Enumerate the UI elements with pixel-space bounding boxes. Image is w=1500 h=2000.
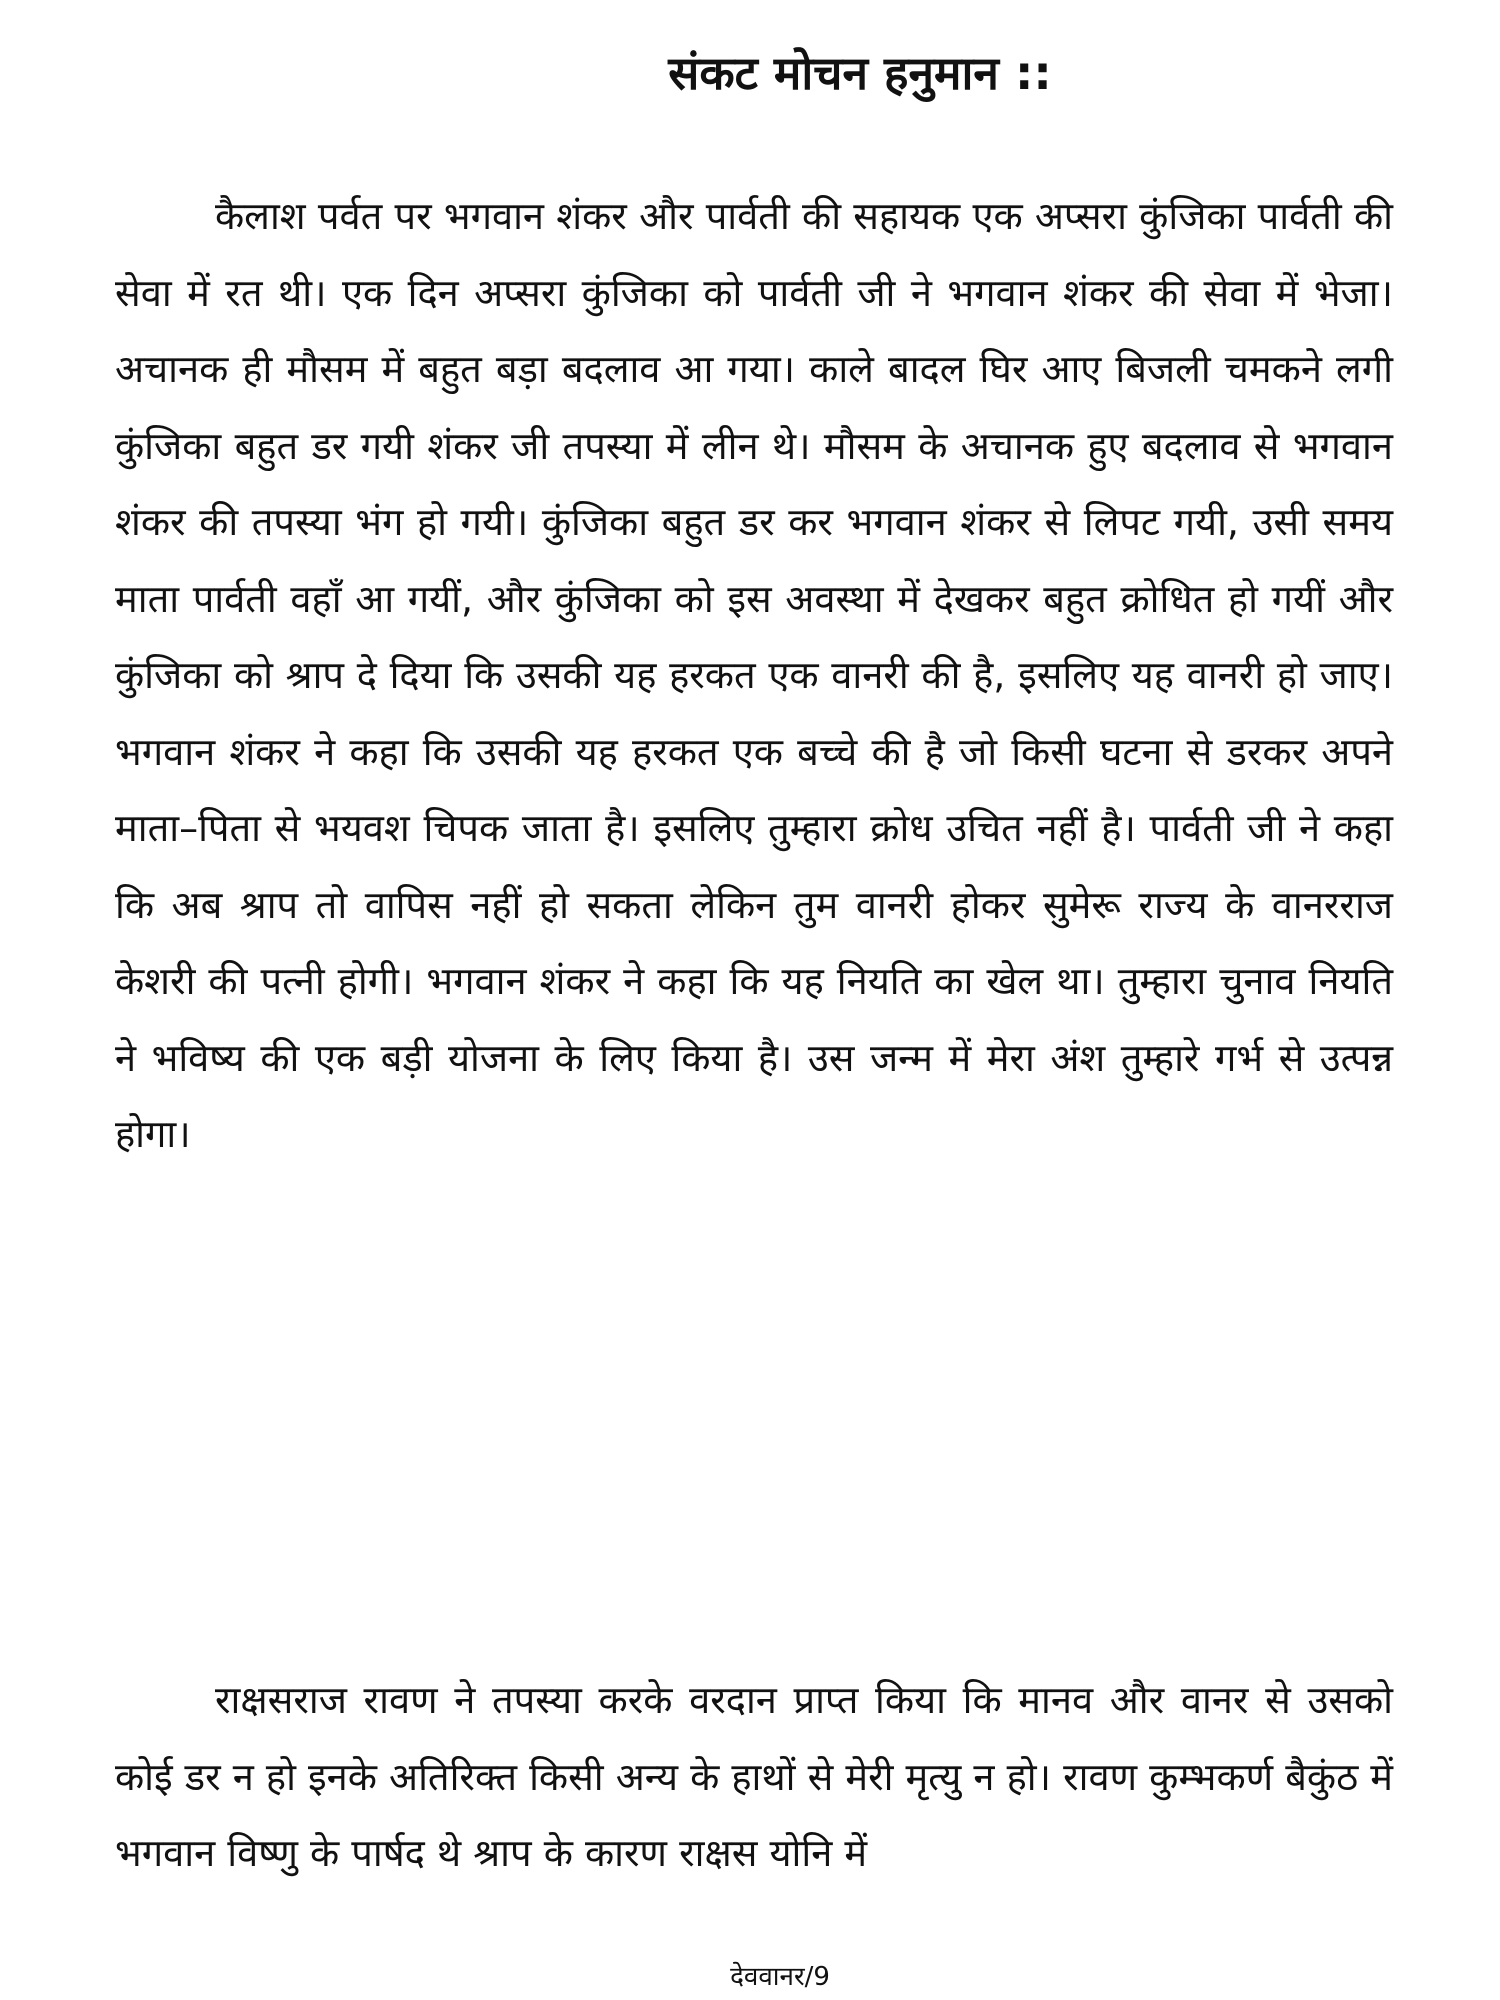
page-title-text: संकट मोचन हनुमान :: xyxy=(668,46,1052,100)
page-footer xyxy=(0,1957,1500,1997)
page-number: देववानर/9 xyxy=(730,1962,830,1992)
page-title xyxy=(0,38,1500,108)
paragraph-kunjika-story: कैलाश पर्वत पर भगवान शंकर और पार्वती की सहायक एक अप्सरा कुंजिका पार्वती की सेवा में रत थी। एक दिन अप्सरा कुंजिका को पार्वती जी ने भगवान शंकर की सेवा में भेजा। अचानक ही मौसम में बहुत बड़ा बदलाव आ गया। काले बादल घिर आए बिजली चमकने लगी कुंजिका बहुत डर गयी शंकर जी तपस्या में लीन थे। मौसम के अचानक हुए बदलाव से भगवान शंकर की तपस्या भंग हो गयी। कुंजिका बहुत डर कर भगवान शंकर से लिपट गयी, उसी समय माता पार्वती वहाँ आ गयीं, और कुंजिका को इस अवस्था में देखकर बहुत क्रोधित हो गयीं और कुंजिका को श्राप दे दिया कि उसकी यह हरकत एक वानरी की है, इसलिए यह वानरी हो जाए। भगवान शंकर ने कहा कि उसकी यह हरकत एक बच्चे की है जो किसी घटना से डरकर अपने माता–पिता से भयवश चिपक जाता है। इसलिए तुम्हारा क्रोध उचित नहीं है। पार्वती जी ने कहा कि अब श्राप तो वापिस नहीं हो सकता लेकिन तुम वानरी होकर सुमेरू राज्य के वानरराज केशरी की पत्नी होगी। भगवान शंकर ने कहा कि यह नियति का खेल था। तुम्हारा चुनाव नियति ने भविष्य की एक बड़ी योजना के लिए किया है। उस जन्म में मेरा अंश तुम्हारे गर्भ से उत्पन्न होगा। xyxy=(115,194,1393,1156)
paragraph-ravana: राक्षसराज रावण ने तपस्या करके वरदान प्राप्त किया कि मानव और वानर से उसको कोई डर न हो इनके अतिरिक्त किसी अन्य के हाथों से मेरी मृत्यु न हो। रावण कुम्भकर्ण बैकुंठ में भगवान विष्णु के पार्षद थे श्राप के कारण राक्षस योनि में xyxy=(115,1678,1393,1875)
